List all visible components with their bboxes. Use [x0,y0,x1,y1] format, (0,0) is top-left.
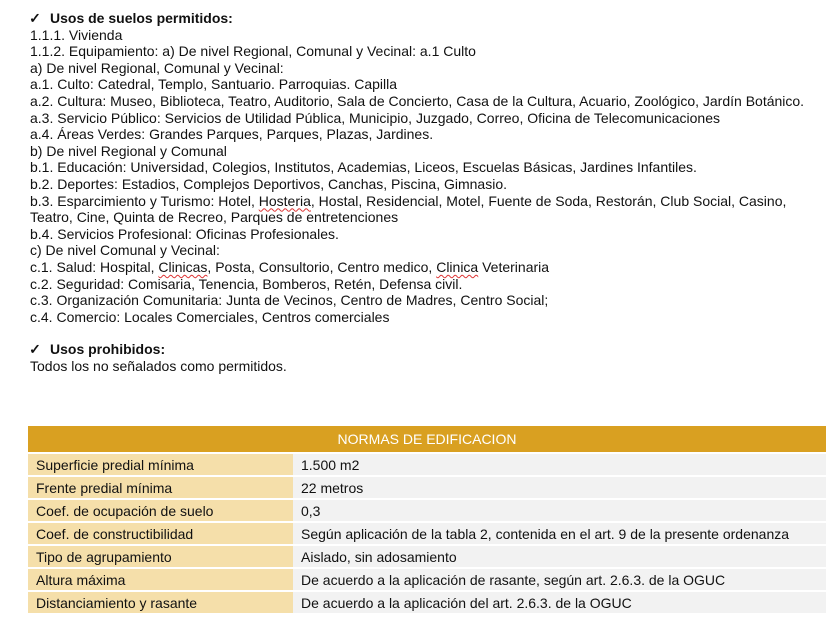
row-label: Superficie predial mínima [28,454,293,475]
text-line-c1 [30,259,830,276]
text-line: c.4. Comercio: Locales Comerciales, Centros comerciales [30,308,390,325]
text-line: b.4. Servicios Profesional: Oficinas Profesionales. [30,225,339,242]
text-line: b.1. Educación: Universidad, Colegios, Institutos, Academias, Liceos, Escuelas Básicas, Jardines Infantiles. [30,159,697,176]
checkmark-icon: ✓ [29,10,41,26]
row-label: Coef. de constructibilidad [28,523,293,544]
row-label: Frente predial mínima [28,477,293,498]
row-value: De acuerdo a la aplicación del art. 2.6.3. de la OGUC [293,592,826,613]
table-row [28,569,826,590]
table-row [28,523,826,544]
row-label: Tipo de agrupamiento [28,546,293,567]
row-value: Aislado, sin adosamiento [293,546,826,567]
text-line: Todos los no señalados como permitidos. [30,357,287,374]
normas-table [28,424,826,615]
checkmark-icon: ✓ [29,341,41,358]
text-line: a.4. Áreas Verdes: Grandes Parques, Parques, Plazas, Jardines. [30,126,434,143]
text-line: c.3. Organización Comunitaria: Junta de Vecinos, Centro de Madres, Centro Social; [30,292,549,309]
text-line: a.1. Culto: Catedral, Templo, Santuario. Parroquias. Capilla [30,76,398,93]
row-value: 0,3 [293,500,826,521]
text-fragment: c.1. Salud: Hospital, [30,258,159,275]
row-value: 1.500 m2 [293,454,826,475]
text-fragment: , Hostal, Residencial, Motel, Fuente de Soda, Restorán, Club Social, Casino, [310,192,787,209]
text-fragment: Veterinaria [478,258,550,275]
row-label: Distanciamiento y rasante [28,592,293,613]
table-title: NORMAS DE EDIFICACION [28,426,826,452]
section-heading-permitidos [28,10,830,27]
table-row [28,454,826,475]
text-line-b3 [30,193,830,210]
text-line: a.3. Servicio Público: Servicios de Utilidad Pública, Municipio, Juzgado, Correo, Oficina de Telecomunicaciones [30,109,720,126]
text-line: c.2. Seguridad: Comisaria, Tenencia, Bomberos, Retén, Defensa civil. [30,275,463,292]
row-value: De acuerdo a la aplicación de rasante, según art. 2.6.3. de la OGUC [293,569,826,590]
table-row [28,477,826,498]
misspelled-word: Clinica [436,258,479,275]
row-value: 22 metros [293,477,826,498]
table-row [28,500,826,521]
text-fragment: b.3. Esparcimiento y Turismo: Hotel, [30,192,259,209]
text-line: 1.1.1. Vivienda [30,26,123,43]
heading-text: Usos prohibidos: [50,341,166,358]
text-line: b.2. Deportes: Estadios, Complejos Deportivos, Canchas, Piscina, Gimnasio. [30,175,507,192]
text-line: b) De nivel Regional y Comunal [30,142,227,159]
table-row [28,592,826,613]
misspelled-word: Clinicas [158,258,208,275]
misspelled-word: Hosteria [258,192,311,209]
row-value: Según aplicación de la tabla 2, contenida en el art. 9 de la presente ordenanza [293,523,826,544]
row-label: Altura máxima [28,569,293,590]
text-line: a.2. Cultura: Museo, Biblioteca, Teatro, Auditorio, Sala de Concierto, Casa de la Cultura, Acuario, Zoológico, Jardín Botánico. [30,92,805,109]
text-line: Teatro, Cine, Quinta de Recreo, Parques de entretenciones [30,209,399,226]
text-line: 1.1.2. Equipamiento: a) De nivel Regional, Comunal y Vecinal: a.1 Culto [30,43,476,60]
text-line: c) De nivel Comunal y Vecinal: [30,242,220,259]
document-body [30,10,830,374]
row-label: Coef. de ocupación de suelo [28,500,293,521]
section-heading-prohibidos [28,341,830,358]
text-fragment: , Posta, Consultorio, Centro medico, [207,258,437,275]
table-row [28,546,826,567]
text-line: a) De nivel Regional, Comunal y Vecinal: [30,59,284,76]
heading-text: Usos de suelos permitidos: [50,10,233,26]
